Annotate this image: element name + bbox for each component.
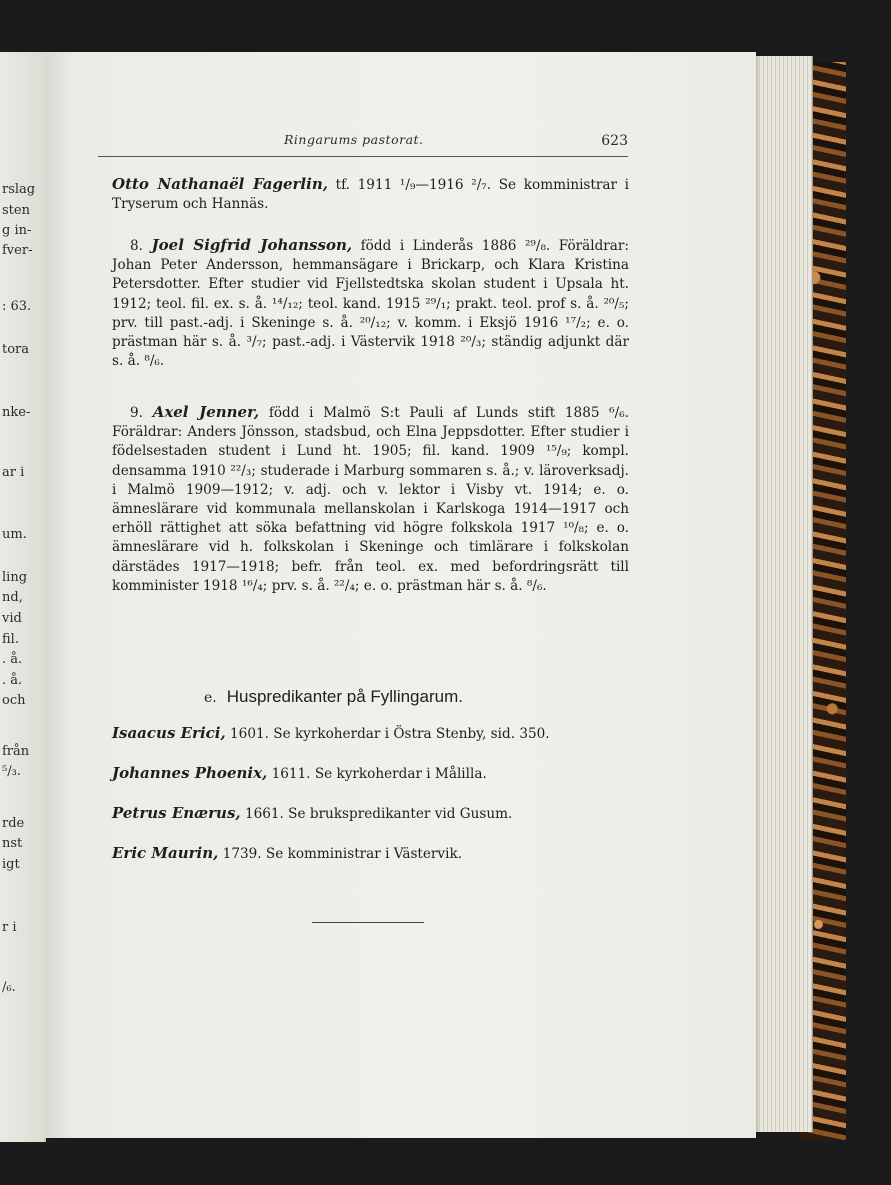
- left-page-fragment: /₆.: [2, 980, 16, 995]
- person-name: Axel Jenner,: [152, 403, 260, 421]
- entry-text: 1601. Se kyrkoherdar i Östra Stenby, sid. 350.: [225, 726, 550, 742]
- entry-axel: [112, 403, 629, 596]
- left-page-fragment: rslag: [2, 182, 36, 197]
- left-page-edge: [0, 52, 46, 1142]
- left-page-fragment: rde: [2, 816, 25, 831]
- person-name: Joel Sigfrid Johansson,: [151, 236, 353, 254]
- left-page-fragment: från: [2, 744, 30, 759]
- preacher-entry: [112, 724, 629, 744]
- person-name: Otto Nathanaël Fagerlin,: [112, 175, 328, 193]
- section-title: Huspredikanter på Fyllingarum.: [226, 687, 463, 706]
- entry-text: född i Malmö S:t Pauli af Lunds stift 1885 ⁶/₆. Föräldrar: Anders Jönsson, stadsbud, och Elna Jeppsdotter. Efter studier i födelsestaden student i Lund ht. 1905; fil. kand. 1909 ¹⁵/₉; kompl. densamma 1910 ²²/₃; studerade i Marburg sommaren s. å.; v. läroverksadj. i Malmö 1909—1912; v. adj. och v. lektor i Visby vt. 1914; e. o. ämneslärare vid kommunala mellanskolan i Karlskoga 1914—1917 och erhöll rättighet att söka befattning vid högre folkskola 1917 ¹⁰/₈; e. o. ämneslärare vid h. folkskolan i Skeninge och timlärare i folkskolan därstädes 1917—1918; befr. från teol. ex. med befordringsrätt till komminister 1918 ¹⁶/₄; prv. s. å. ²²/₄; e. o. prästman här s. å. ⁸/₆.: [112, 405, 629, 594]
- left-page-fragment: fil.: [2, 632, 19, 647]
- left-page-fragment: sten: [2, 203, 30, 218]
- left-page-fragment: nst: [2, 836, 23, 851]
- entry-text: född i Linderås 1886 ²⁹/₈. Föräldrar: Johan Peter Andersson, hemmansägare i Brickarp, och Klara Kristina Petersdotter. Efter studier vid Fjellstedtska skolan student i Upsala ht. 1912; teol. fil. ex. s. å. ¹⁴/₁₂; teol. kand. 1915 ²⁹/₁; prakt. teol. prof s. å. ²⁰/₅; prv. till past.-adj. i Skeninge s. å. ²⁰/₁₂; v. komm. i Eksjö 1916 ¹⁷/₂; e. o. prästman här s. å. ³/₇; past.-adj. i Västervik 1918 ²⁰/₃; ständig adjunkt där s. å. ⁸/₆.: [112, 238, 629, 370]
- left-page-fragment: r i: [2, 920, 17, 935]
- left-page-fragment: g in-: [2, 223, 32, 238]
- entry-joel: [112, 236, 629, 371]
- preacher-entry: [112, 764, 629, 784]
- left-page-fragment: ar i: [2, 465, 25, 480]
- preacher-entry: [112, 844, 629, 864]
- preacher-entry: [112, 804, 629, 824]
- page-header: [98, 132, 628, 157]
- entry-text: 1611. Se kyrkoherdar i Målilla.: [267, 766, 487, 782]
- person-name: Petrus Enærus,: [112, 804, 241, 822]
- page-edges: [752, 56, 813, 1132]
- left-page-fragment: nke-: [2, 405, 31, 420]
- entry-text: tf. 1911 ¹/₉—1916 ²/₇. Se komministrar i Tryserum och Hannäs.: [112, 177, 629, 213]
- person-name: Isaacus Erici,: [112, 724, 226, 742]
- page-number: 623: [601, 133, 628, 149]
- left-page-fragment: ⁵/₃.: [2, 764, 21, 779]
- entry-text: 1739. Se komministrar i Västervik.: [218, 846, 463, 862]
- left-page-fragment: fver-: [2, 243, 33, 258]
- left-page-fragment: vid: [2, 611, 22, 626]
- running-head: Ringarums pastorat.: [284, 132, 424, 147]
- entry-otto: [112, 175, 629, 214]
- left-page-fragment: : 63.: [2, 299, 32, 314]
- entry-text: 1661. Se brukspredikanter vid Gusum.: [240, 806, 513, 822]
- person-name: Eric Maurin,: [112, 844, 219, 862]
- entry-number: 8.: [130, 238, 143, 254]
- section-heading: [204, 687, 463, 707]
- left-page-fragment: nd,: [2, 590, 23, 605]
- left-page-fragment: igt: [2, 857, 20, 872]
- left-page-fragment: och: [2, 693, 26, 708]
- entry-number: 9.: [130, 405, 143, 421]
- left-page-fragment: . å.: [2, 652, 23, 667]
- end-rule: [312, 922, 424, 923]
- left-page-fragment: ling: [2, 570, 28, 585]
- section-letter: e.: [204, 690, 217, 706]
- person-name: Johannes Phoenix,: [112, 764, 268, 782]
- left-page-fragment: um.: [2, 527, 27, 542]
- left-page-fragment: tora: [2, 342, 30, 357]
- left-page-fragment: . å.: [2, 673, 23, 688]
